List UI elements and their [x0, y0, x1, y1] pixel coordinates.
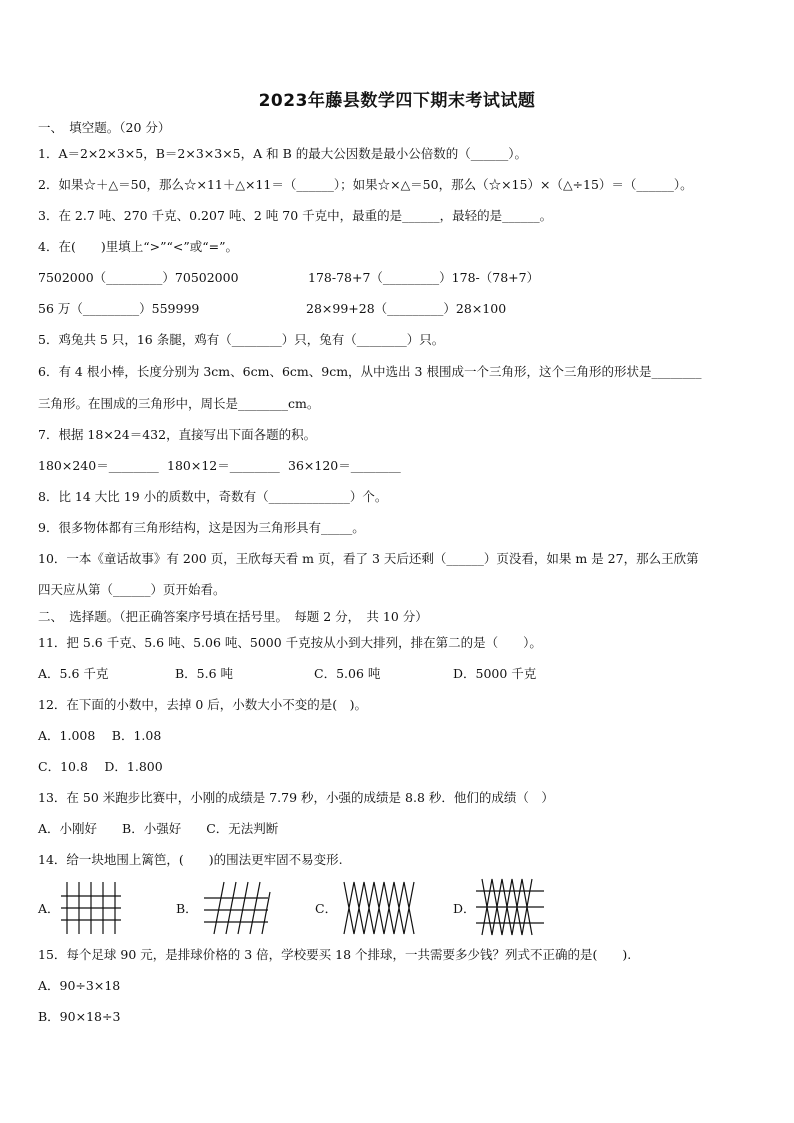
crossed-zigzag-fence-icon — [474, 875, 546, 939]
page-title: 2023年藤县数学四下期末考试试题 — [258, 91, 536, 111]
section-heading-fill-in: 一、 填空题。（20 分） — [38, 120, 171, 135]
question-12-options-cd: C．10.8 D．1.800 — [38, 759, 163, 774]
question-14-option-c-label: C． — [315, 901, 338, 916]
question-15-option-b: B．90×18÷3 — [38, 1009, 121, 1024]
question-4-item-c: 56 万（_________）559999 — [38, 301, 200, 316]
question-4-item-a: 7502000（_________）70502000 — [38, 270, 239, 285]
question-7-item-c: 36×120＝________ — [288, 458, 401, 473]
question-10-line-2: 四天应从第（______）页开始看。 — [38, 582, 226, 597]
question-14-option-a-label: A． — [38, 901, 60, 916]
slanted-grid-fence-icon — [200, 878, 272, 938]
question-15-option-a: A．90÷3×18 — [38, 978, 121, 993]
question-1: 1．A＝2×2×3×5，B＝2×3×3×5，A 和 B 的最大公因数是最小公倍数的（______）。 — [38, 146, 528, 161]
question-4-stem: 4．在( )里填上“>”“<”或“=”。 — [38, 239, 238, 254]
question-11-stem: 11．把 5.6 千克、5.6 吨、5.06 吨、5000 千克按从小到大排列，排在第二的是（ ）。 — [38, 635, 542, 650]
question-2: 2．如果☆＋△＝50，那么☆×11＋△×11＝（______）；如果☆×△＝50，那么（☆×15）×（△÷15）＝（______）。 — [38, 177, 693, 192]
question-15-stem: 15．每个足球 90 元，是排球价格的 3 倍，学校要买 18 个排球，一共需要多少钱？列式不正确的是( ). — [38, 947, 632, 962]
question-11-option-a: A．5.6 千克 — [38, 666, 109, 681]
question-8: 8．比 14 大比 19 小的质数中，奇数有（_____________）个。 — [38, 489, 388, 504]
question-4-item-d: 28×99+28（_________）28×100 — [306, 301, 507, 316]
zigzag-fence-icon — [340, 878, 422, 938]
question-7-stem: 7．根据 18×24＝432，直接写出下面各题的积。 — [38, 427, 317, 442]
question-11-option-b: B．5.6 吨 — [175, 666, 234, 681]
question-11-option-d: D．5000 千克 — [453, 666, 537, 681]
question-14-stem: 14．给一块地围上篱笆，( )的围法更牢固不易变形. — [38, 852, 343, 867]
question-6-line-2: 三角形。在围成的三角形中，周长是________cm。 — [38, 396, 320, 411]
question-14-option-b-label: B． — [176, 901, 198, 916]
question-5: 5．鸡兔共 5 只，16 条腿，鸡有（________）只，兔有（________）只。 — [38, 332, 445, 347]
question-7-item-a: 180×240＝________ — [38, 458, 159, 473]
section-heading-choice: 二、 选择题。（把正确答案序号填在括号里。 每题 2 分， 共 10 分） — [38, 609, 428, 624]
question-3: 3．在 2.7 吨、270 千克、0.207 吨、2 吨 70 千克中，最重的是______，最轻的是______。 — [38, 208, 553, 223]
question-7-item-b: 180×12＝________ — [167, 458, 280, 473]
question-9: 9．很多物体都有三角形结构，这是因为三角形具有_____。 — [38, 520, 365, 535]
question-4-item-b: 178-78+7（_________）178-（78+7） — [308, 270, 540, 285]
question-13-options: A．小刚好 B．小强好 C．无法判断 — [38, 821, 279, 836]
question-12-stem: 12．在下面的小数中，去掉 0 后，小数大小不变的是( )。 — [38, 697, 368, 712]
question-11-option-c: C．5.06 吨 — [314, 666, 381, 681]
question-13-stem: 13．在 50 米跑步比赛中，小刚的成绩是 7.79 秒，小强的成绩是 8.8 秒．他们的成绩（ ） — [38, 790, 554, 805]
question-6-line-1: 6．有 4 根小棒，长度分别为 3cm、6cm、6cm、9cm，从中选出 3 根围成一个三角形，这个三角形的形状是________ — [38, 364, 702, 379]
question-12-options-ab: A．1.008 B．1.08 — [38, 728, 162, 743]
question-14-option-d-label: D． — [453, 901, 476, 916]
question-10-line-1: 10．一本《童话故事》有 200 页，王欣每天看 m 页，看了 3 天后还剩（______）页没看，如果 m 是 27，那么王欣第 — [38, 551, 699, 566]
grid-fence-icon — [58, 878, 124, 938]
